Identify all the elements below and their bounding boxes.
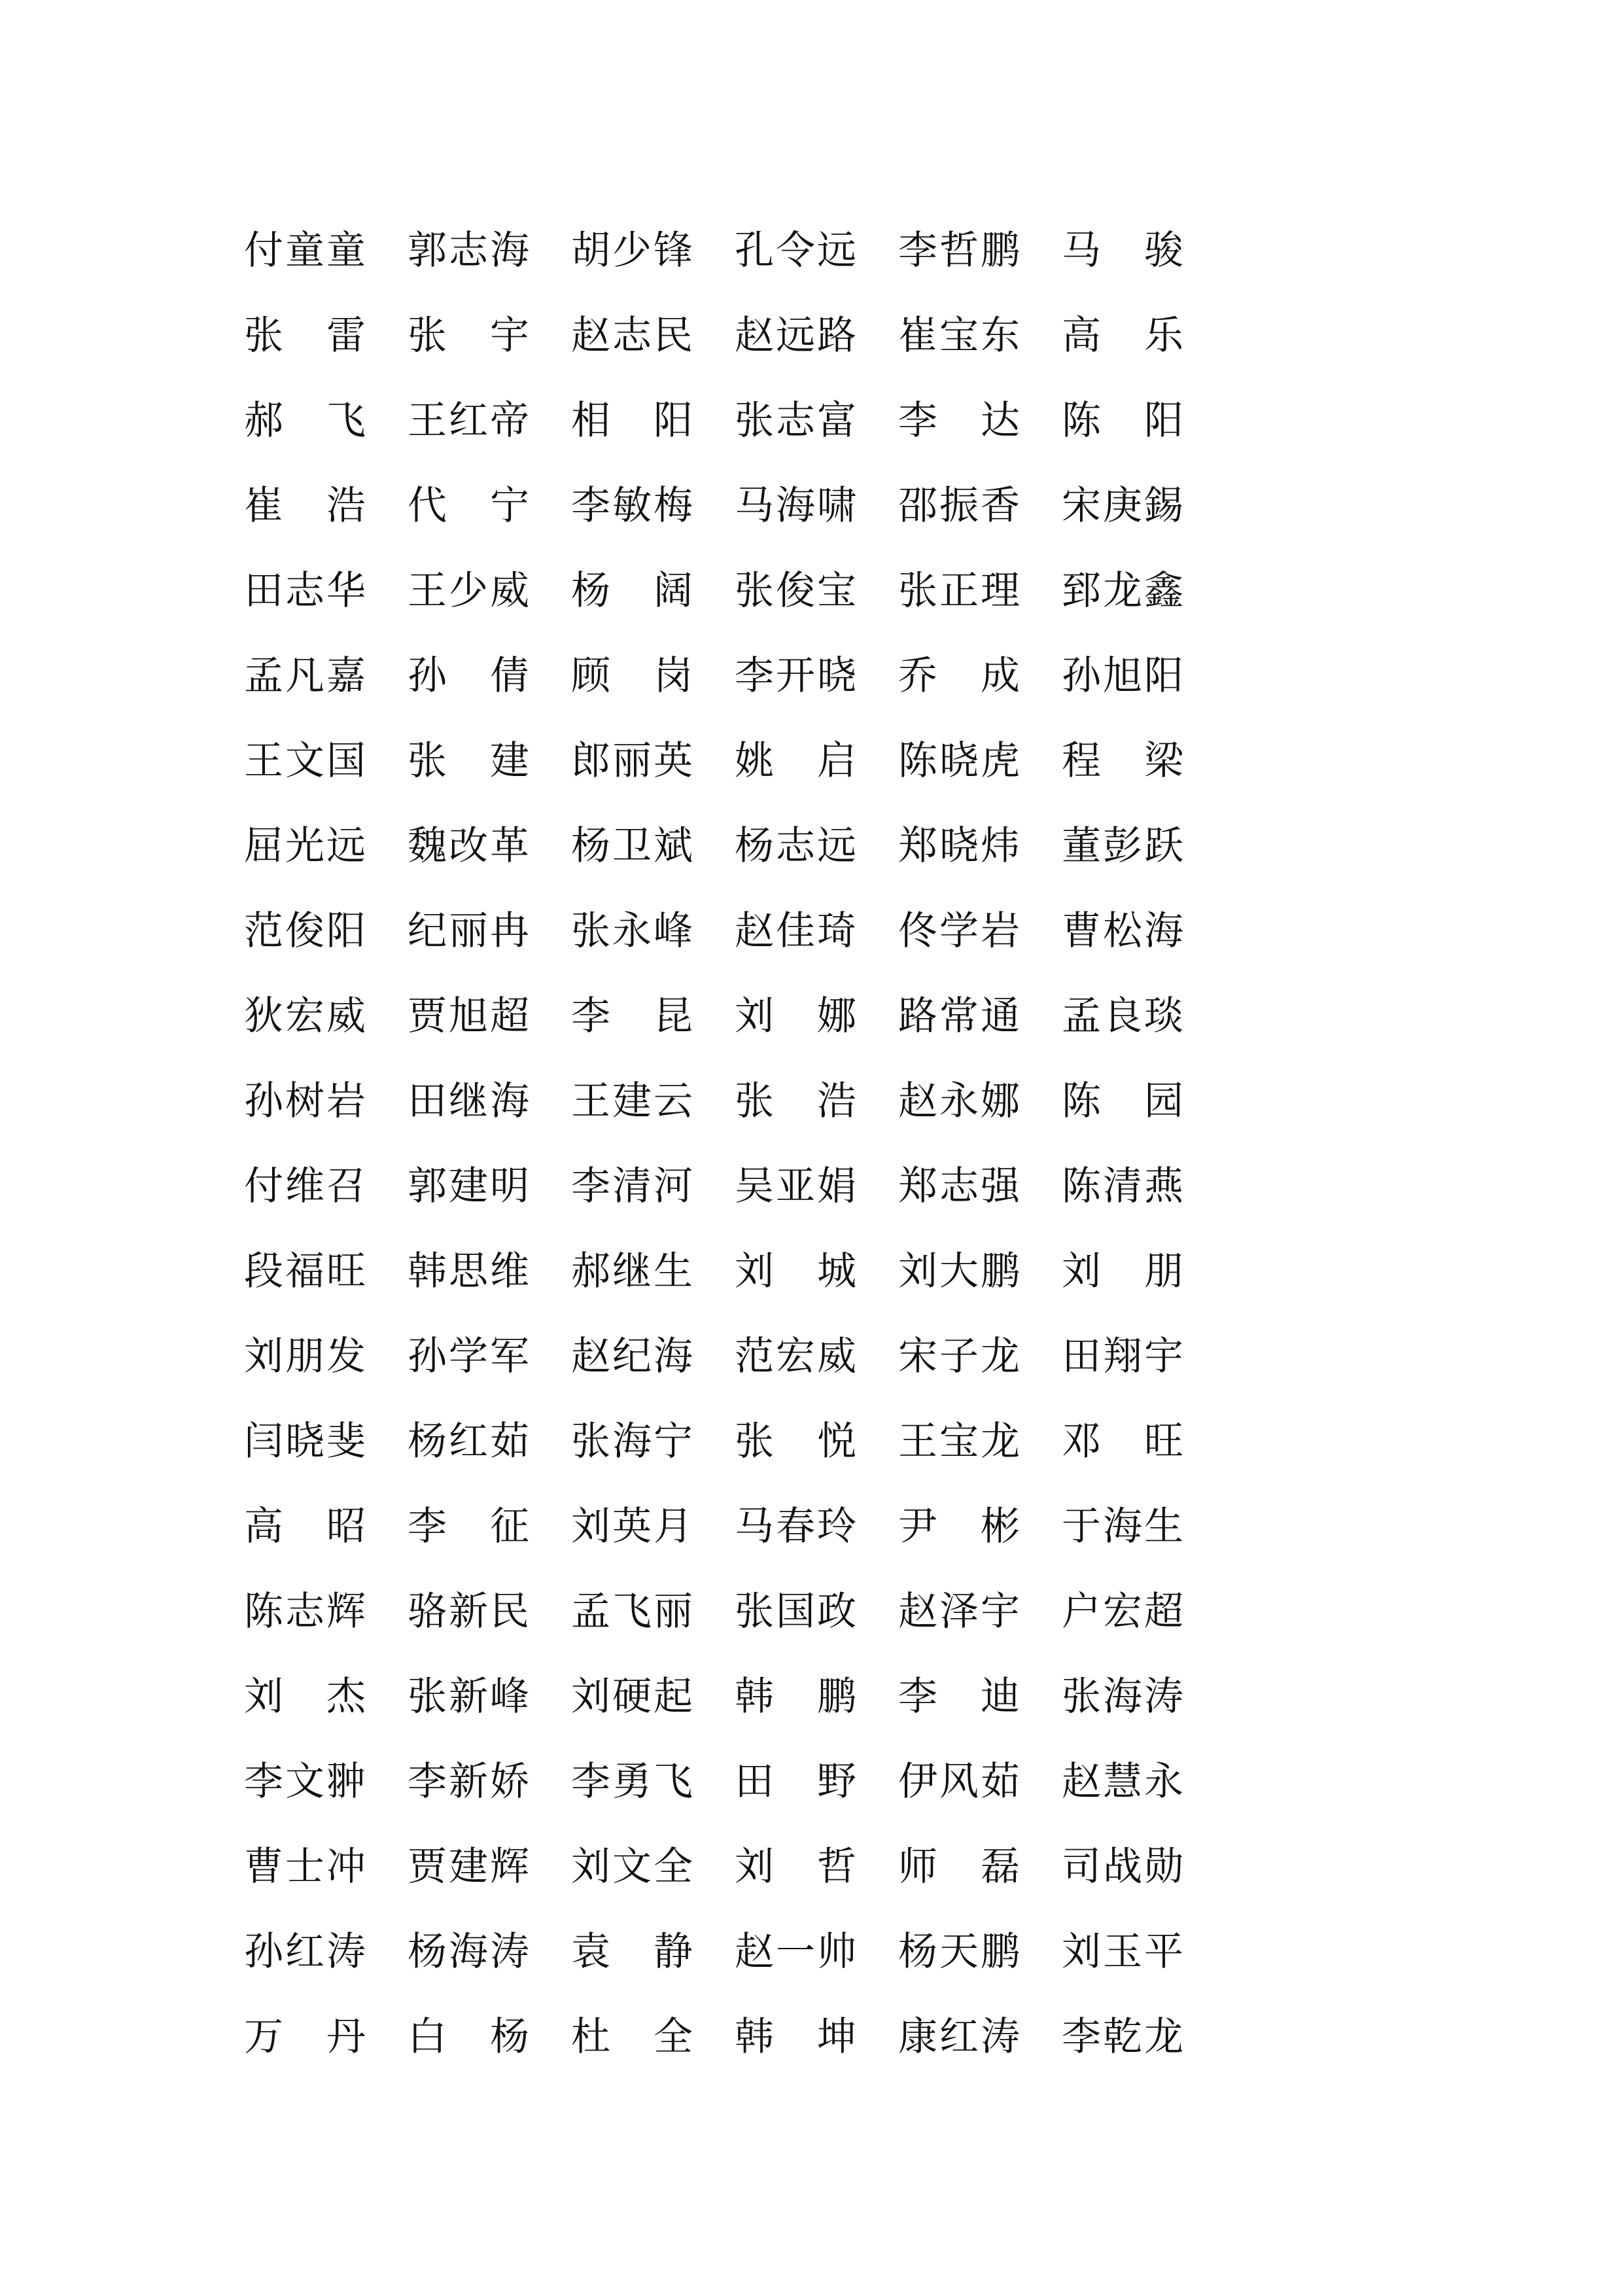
name-entry: 杨 阔 — [571, 568, 693, 614]
name-row — [243, 974, 1225, 1059]
name-entry: 郝 继 生 — [571, 1248, 693, 1294]
name-entry: 张 新 峰 — [408, 1674, 529, 1720]
name-entry: 刘 文 全 — [571, 1844, 693, 1890]
name-row — [243, 718, 1225, 804]
name-row — [243, 293, 1225, 378]
name-entry: 孟 凡 嘉 — [244, 653, 366, 699]
name-entry: 韩 鹏 — [735, 1674, 856, 1720]
name-entry: 张 国 政 — [735, 1589, 856, 1634]
name-entry: 郅 龙 鑫 — [1062, 568, 1183, 614]
name-entry: 李 征 — [408, 1504, 529, 1549]
name-entry: 曹 松 海 — [1062, 908, 1183, 954]
name-entry: 闫 晓 斐 — [244, 1419, 366, 1464]
name-entry: 尹 彬 — [898, 1504, 1020, 1549]
name-entry: 曹 士 冲 — [244, 1844, 366, 1890]
name-entry: 韩 思 维 — [408, 1248, 529, 1294]
name-entry: 范 宏 威 — [735, 1333, 856, 1379]
name-entry: 李 达 — [898, 398, 1020, 444]
name-entry: 张 永 峰 — [571, 908, 693, 954]
name-row — [243, 1059, 1225, 1144]
name-entry: 郑 志 强 — [898, 1163, 1020, 1209]
name-entry: 胡 少 锋 — [571, 228, 693, 274]
name-entry: 马 骏 — [1062, 228, 1183, 274]
name-row — [243, 1824, 1225, 1909]
name-entry: 赵 纪 海 — [571, 1333, 693, 1379]
name-entry: 范 俊 阳 — [244, 908, 366, 954]
name-entry: 刘 哲 — [735, 1844, 856, 1890]
name-entry: 路 常 通 — [898, 993, 1020, 1039]
name-entry: 马 春 玲 — [735, 1504, 856, 1549]
name-entry: 白 杨 — [408, 2014, 529, 2060]
name-entry: 杨 天 鹏 — [898, 1929, 1020, 1975]
name-row — [243, 1654, 1225, 1739]
name-entry: 赵 永 娜 — [898, 1078, 1020, 1124]
name-entry: 邓 旺 — [1062, 1419, 1183, 1464]
name-entry: 崔 浩 — [244, 483, 366, 529]
name-entry: 贾 建 辉 — [408, 1844, 529, 1890]
name-entry: 李 哲 鹏 — [898, 228, 1020, 274]
name-entry: 郭 志 海 — [408, 228, 529, 274]
name-entry: 李 文 翀 — [244, 1759, 366, 1805]
name-entry: 杨 海 涛 — [408, 1929, 529, 1975]
name-entry: 田 志 华 — [244, 568, 366, 614]
name-row — [243, 633, 1225, 718]
name-row — [243, 1399, 1225, 1484]
name-entry: 张 海 宁 — [571, 1419, 693, 1464]
name-entry: 张 海 涛 — [1062, 1674, 1183, 1720]
name-entry: 陈 志 辉 — [244, 1589, 366, 1634]
name-entry: 孙 倩 — [408, 653, 529, 699]
name-entry: 王 少 威 — [408, 568, 529, 614]
name-row — [243, 1229, 1225, 1314]
name-entry: 陈 晓 虎 — [898, 738, 1020, 784]
name-entry: 李 开 晓 — [735, 653, 856, 699]
name-entry: 刘 玉 平 — [1062, 1929, 1183, 1975]
name-entry: 孟 良 琰 — [1062, 993, 1183, 1039]
name-entry: 李 敏 梅 — [571, 483, 693, 529]
name-row — [243, 378, 1225, 463]
name-entry: 骆 新 民 — [408, 1589, 529, 1634]
name-entry: 高 乐 — [1062, 313, 1183, 359]
name-entry: 纪 丽 冉 — [408, 908, 529, 954]
name-entry: 伊 风 茹 — [898, 1759, 1020, 1805]
name-entry: 孙 旭 阳 — [1062, 653, 1183, 699]
name-entry: 司 战 勋 — [1062, 1844, 1183, 1890]
name-entry: 赵 远 路 — [735, 313, 856, 359]
name-entry: 高 昭 — [244, 1504, 366, 1549]
name-entry: 杨 志 远 — [735, 823, 856, 869]
name-entry: 李 勇 飞 — [571, 1759, 693, 1805]
name-entry: 狄 宏 威 — [244, 993, 366, 1039]
name-row — [243, 804, 1225, 889]
name-entry: 郑 晓 炜 — [898, 823, 1020, 869]
name-entry: 杜 全 — [571, 2014, 693, 2060]
name-entry: 李 新 娇 — [408, 1759, 529, 1805]
name-entry: 陈 园 — [1062, 1078, 1183, 1124]
name-entry: 于 海 生 — [1062, 1504, 1183, 1549]
name-entry: 田 翔 宇 — [1062, 1333, 1183, 1379]
name-entry: 刘 硬 起 — [571, 1674, 693, 1720]
name-entry: 郎 丽 英 — [571, 738, 693, 784]
name-entry: 宋 庚 錫 — [1062, 483, 1183, 529]
name-entry: 马 海 啸 — [735, 483, 856, 529]
name-entry: 王 红 帝 — [408, 398, 529, 444]
name-entry: 刘 大 鹏 — [898, 1248, 1020, 1294]
name-row — [243, 548, 1225, 633]
name-entry: 田 野 — [735, 1759, 856, 1805]
name-row — [243, 1994, 1225, 2079]
name-entry: 刘 城 — [735, 1248, 856, 1294]
name-entry: 王 宝 龙 — [898, 1419, 1020, 1464]
name-entry: 师 磊 — [898, 1844, 1020, 1890]
name-row — [243, 1909, 1225, 1994]
name-entry: 杨 红 茹 — [408, 1419, 529, 1464]
name-entry: 张 悦 — [735, 1419, 856, 1464]
name-entry: 张 宇 — [408, 313, 529, 359]
name-entry: 魏 改 革 — [408, 823, 529, 869]
name-entry: 程 梁 — [1062, 738, 1183, 784]
name-entry: 陈 阳 — [1062, 398, 1183, 444]
name-entry: 姚 启 — [735, 738, 856, 784]
name-entry: 郝 飞 — [244, 398, 366, 444]
name-row — [243, 1484, 1225, 1569]
name-entry: 邵 振 香 — [898, 483, 1020, 529]
name-entry: 李 迪 — [898, 1674, 1020, 1720]
name-entry: 崔 宝 东 — [898, 313, 1020, 359]
name-entry: 宋 子 龙 — [898, 1333, 1020, 1379]
name-list — [243, 208, 1225, 2079]
name-entry: 乔 成 — [898, 653, 1020, 699]
name-entry: 刘 朋 发 — [244, 1333, 366, 1379]
name-entry: 康 红 涛 — [898, 2014, 1020, 2060]
name-entry: 屈 光 远 — [244, 823, 366, 869]
name-entry: 杨 卫 斌 — [571, 823, 693, 869]
name-entry: 赵 慧 永 — [1062, 1759, 1183, 1805]
name-entry: 赵 佳 琦 — [735, 908, 856, 954]
name-entry: 李 昆 — [571, 993, 693, 1039]
name-entry: 孟 飞 丽 — [571, 1589, 693, 1634]
name-entry: 郭 建 明 — [408, 1163, 529, 1209]
name-row — [243, 889, 1225, 974]
name-entry: 张 志 富 — [735, 398, 856, 444]
name-entry: 佟 学 岩 — [898, 908, 1020, 954]
name-entry: 赵 志 民 — [571, 313, 693, 359]
name-entry: 付 童 童 — [244, 228, 366, 274]
name-entry: 张 俊 宝 — [735, 568, 856, 614]
name-entry: 赵 一 帅 — [735, 1929, 856, 1975]
name-entry: 张 浩 — [735, 1078, 856, 1124]
name-entry: 孙 学 军 — [408, 1333, 529, 1379]
name-row — [243, 1569, 1225, 1654]
name-entry: 付 维 召 — [244, 1163, 366, 1209]
name-entry: 万 丹 — [244, 2014, 366, 2060]
name-row — [243, 463, 1225, 548]
name-entry: 刘 娜 — [735, 993, 856, 1039]
name-entry: 陈 清 燕 — [1062, 1163, 1183, 1209]
name-entry: 刘 杰 — [244, 1674, 366, 1720]
name-entry: 相 阳 — [571, 398, 693, 444]
name-entry: 袁 静 — [571, 1929, 693, 1975]
name-row — [243, 1144, 1225, 1229]
name-entry: 董 彭 跃 — [1062, 823, 1183, 869]
name-entry: 孙 红 涛 — [244, 1929, 366, 1975]
name-entry: 代 宁 — [408, 483, 529, 529]
name-entry: 李 清 河 — [571, 1163, 693, 1209]
name-entry: 张 正 理 — [898, 568, 1020, 614]
name-row — [243, 1314, 1225, 1399]
name-entry: 王 文 国 — [244, 738, 366, 784]
name-entry: 赵 泽 宇 — [898, 1589, 1020, 1634]
name-entry: 户 宏 超 — [1062, 1589, 1183, 1634]
name-row — [243, 1739, 1225, 1824]
name-entry: 张 建 — [408, 738, 529, 784]
name-entry: 田 继 海 — [408, 1078, 529, 1124]
name-entry: 王 建 云 — [571, 1078, 693, 1124]
name-entry: 韩 坤 — [735, 2014, 856, 2060]
name-entry: 刘 朋 — [1062, 1248, 1183, 1294]
name-entry: 李 乾 龙 — [1062, 2014, 1183, 2060]
name-entry: 张 雷 — [244, 313, 366, 359]
name-row — [243, 208, 1225, 293]
name-entry: 刘 英 月 — [571, 1504, 693, 1549]
name-entry: 贾 旭 超 — [408, 993, 529, 1039]
name-entry: 吴 亚 娟 — [735, 1163, 856, 1209]
name-entry: 顾 岗 — [571, 653, 693, 699]
name-entry: 段 福 旺 — [244, 1248, 366, 1294]
name-entry: 孙 树 岩 — [244, 1078, 366, 1124]
name-entry: 孔 令 远 — [735, 228, 856, 274]
